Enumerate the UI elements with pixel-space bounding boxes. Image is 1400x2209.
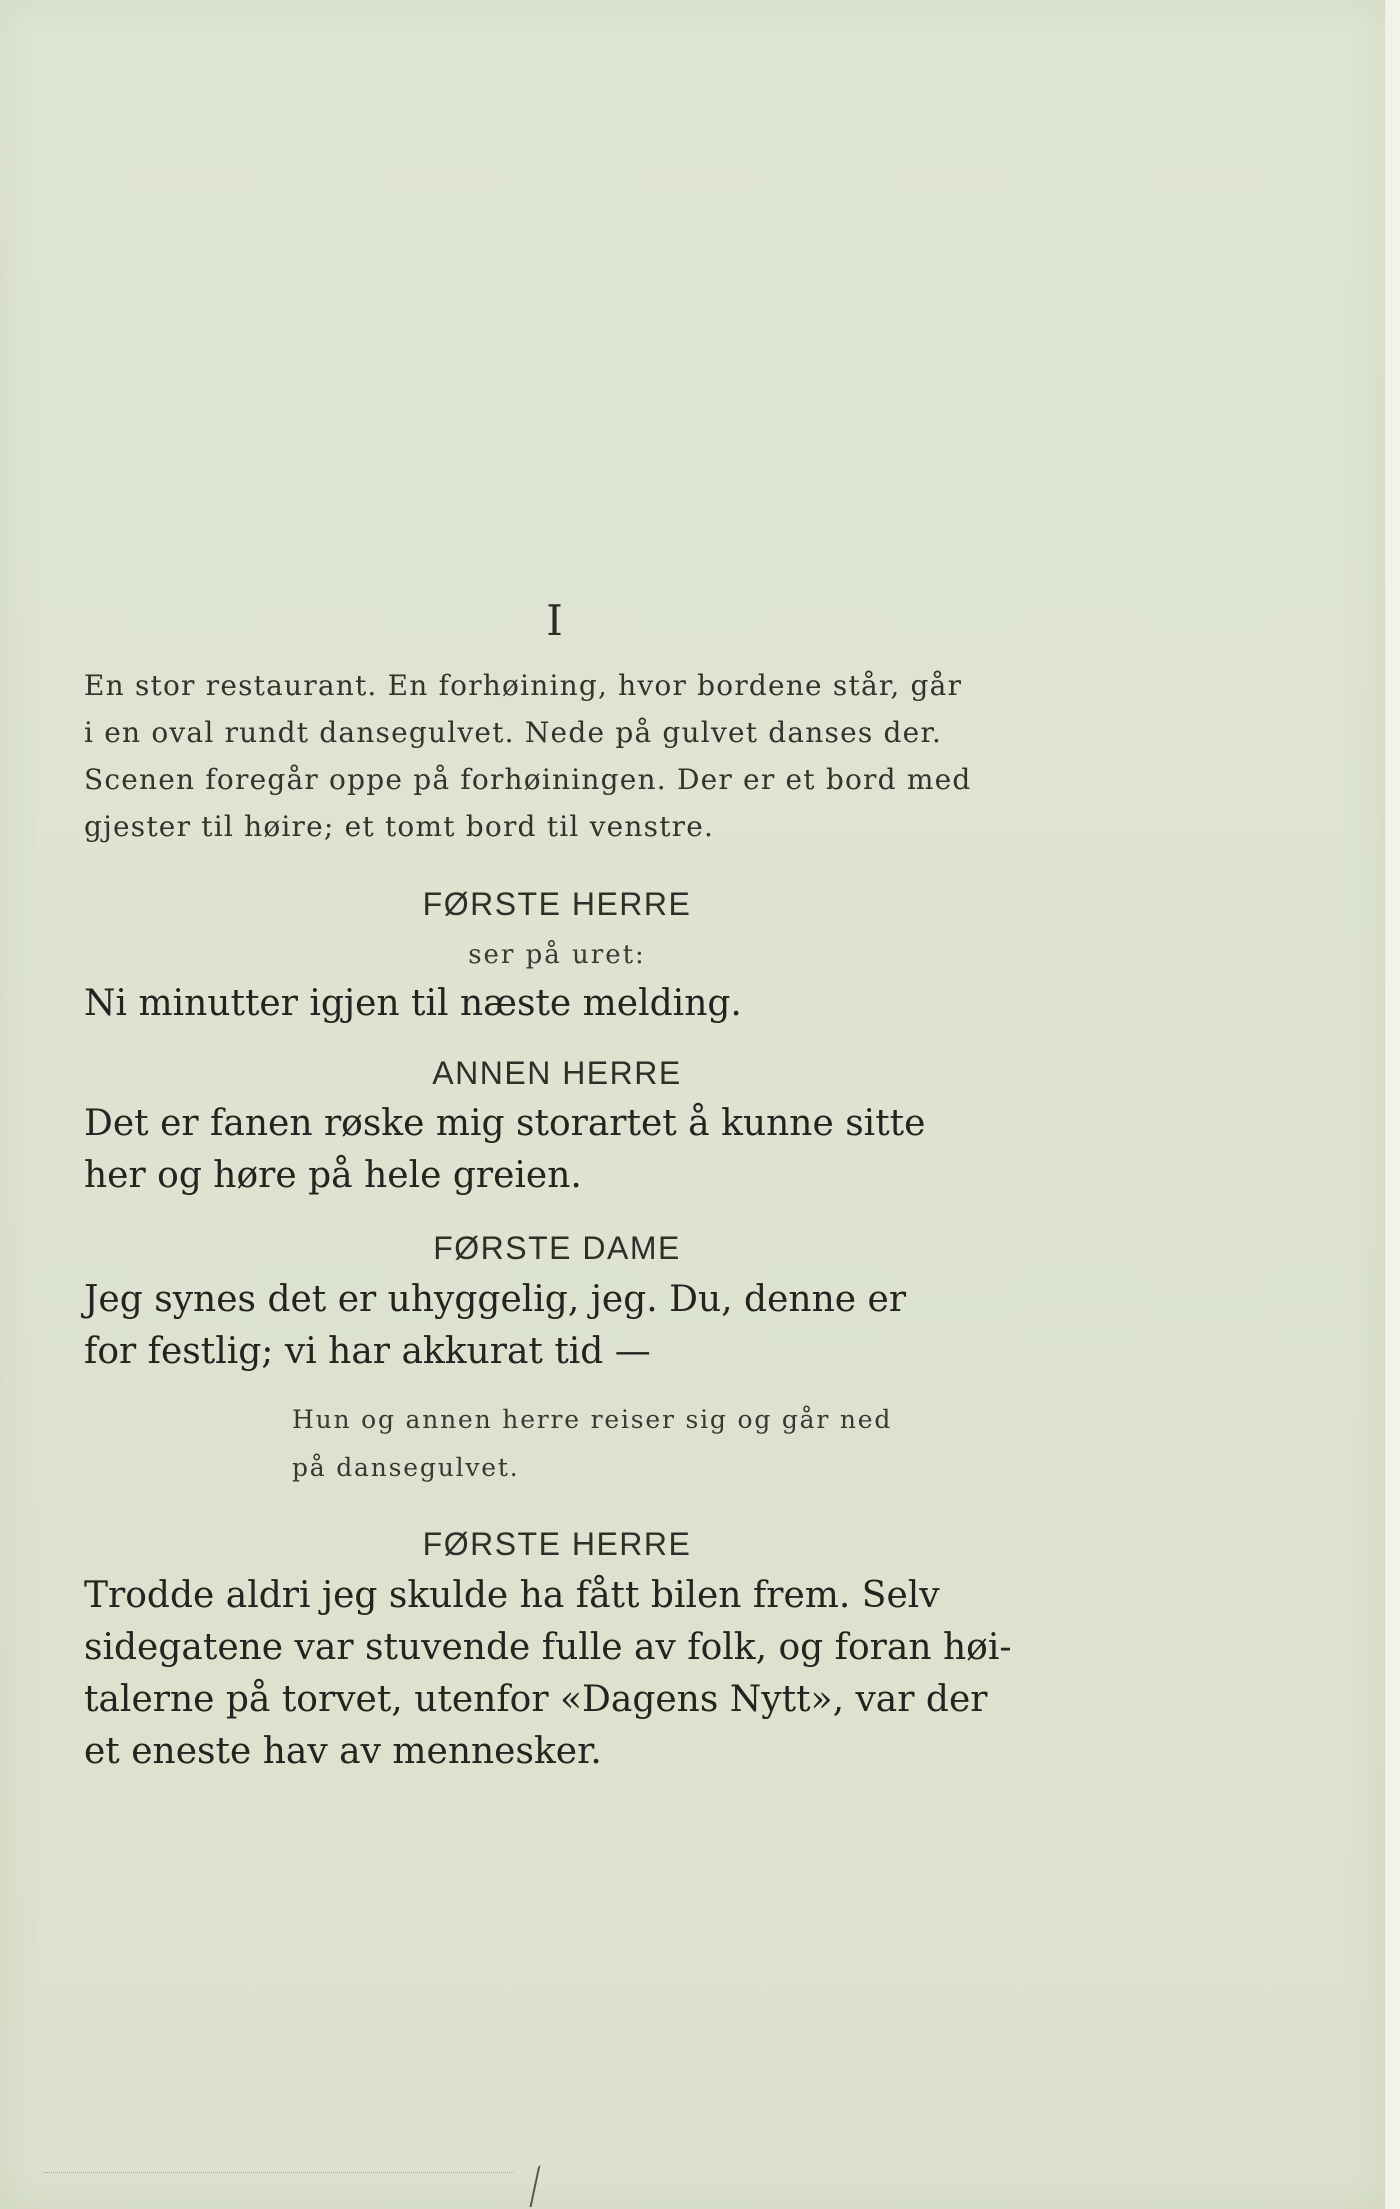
dialogue-line: for festlig; vi har akkurat tid —: [84, 1331, 651, 1372]
dialogue: [84, 1274, 1030, 1378]
stage-setting: [84, 662, 1030, 850]
direction-line: Hun og annen herre reiser sig og går ned: [292, 1405, 893, 1434]
speaker-name: FØRSTE DAME: [433, 1230, 681, 1266]
dialogue: [84, 978, 1030, 1030]
stage-direction: ser på uret:: [468, 940, 646, 970]
stage-line: gjester til høire; et tomt bord til venstre.: [84, 810, 715, 843]
speaker-name: FØRSTE HERRE: [422, 1526, 692, 1562]
stage-line: En stor restaurant. En forhøining, hvor bordene står, går: [84, 669, 963, 702]
dialogue-line: Ni minutter igjen til næste melding.: [84, 983, 742, 1024]
dialogue: [84, 1098, 1030, 1202]
speaker-name: ANNEN HERRE: [432, 1055, 682, 1091]
stage-line: Scenen foregår oppe på forhøiningen. Der er et bord med: [84, 763, 972, 796]
dialogue-line: et eneste hav av mennesker.: [84, 1731, 602, 1772]
dialogue-line: talerne på torvet, utenfor «Dagens Nytt», var der: [84, 1679, 988, 1720]
direction-line: på dansegulvet.: [292, 1453, 520, 1482]
act-number: I: [546, 596, 564, 645]
speaker-name: FØRSTE HERRE: [422, 886, 692, 922]
dialogue-line: her og høre på hele greien.: [84, 1155, 582, 1196]
stage-line: i en oval rundt dansegulvet. Nede på gulvet danses der.: [84, 716, 943, 749]
dialogue-line: Jeg synes det er uhyggelig, jeg. Du, denne er: [84, 1279, 907, 1320]
page-artifact-line: [44, 2172, 514, 2173]
dialogue: [84, 1570, 1030, 1778]
page-edge: [1385, 0, 1400, 2209]
dialogue-line: Trodde aldri jeg skulde ha fått bilen frem. Selv: [84, 1575, 940, 1616]
dialogue-line: sidegatene var stuvende fulle av folk, og foran høi-: [84, 1627, 1012, 1668]
dialogue-line: Det er fanen røske mig storartet å kunne sitte: [84, 1103, 926, 1144]
stage-direction: [292, 1396, 1030, 1492]
